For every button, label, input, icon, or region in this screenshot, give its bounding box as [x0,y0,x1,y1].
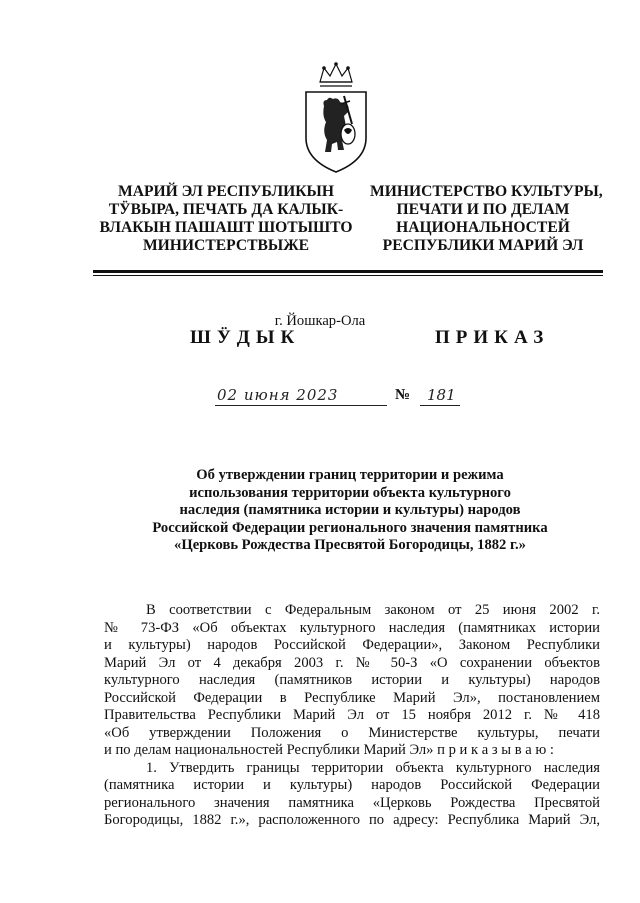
title-line: использования территории объекта культурного [189,484,511,501]
header-divider-thick [93,270,603,273]
title-line: «Церковь Рождества Пресвятой Богородицы, 1882 г.» [174,537,526,554]
number-sign: № [395,387,411,403]
header-left-line: ТӰВЫРА, ПЕЧАТЬ ДА КАЛЫК- [108,201,344,218]
body-line: 1. Утвердить границы территории объекта культурного наследия [146,759,600,776]
number-underline [420,405,460,406]
body-line: и по делам национальностей Республики Марий Эл» п р и к а з ы в а ю : [104,742,554,758]
order-date-number-line [215,386,475,410]
order-date-handwritten: 02 июня 2023 [217,386,339,404]
body-line: Марий Эл от 4 декабря 2003 г. № 50-З «О сохранении объектов [104,654,600,671]
header-divider-thin [93,275,603,276]
document-body [104,602,600,830]
body-line: «Об утверждении Положения о Министерстве культуры, печати [104,724,600,741]
city-name: г. Йошкар-Ола [274,313,366,329]
header-ministry-mari [96,183,356,255]
coat-of-arms-emblem [300,60,372,175]
header-right-line: МИНИСТЕРСТВО КУЛЬТУРЫ, [370,183,603,200]
header-left-line: ВЛАКЫН ПАШАШТ ШОТЫШТО [99,219,353,236]
body-line: регионального значения памятника «Церковь Рождества Пресвятой [104,794,600,811]
header-right-line: РЕСПУБЛИКИ МАРИЙ ЭЛ [382,237,584,254]
body-line: Правительства Республики Марий Эл от 15 ноября 2012 г. № 418 [104,707,600,723]
date-underline [215,405,387,406]
body-line: Богородицы, 1882 г.», расположенного по адресу: Республика Марий Эл, [104,812,600,828]
order-word-mari: ШӰДЫК [190,327,301,348]
body-line: (памятника истории и культуры) народов Российской Федерации [104,777,600,793]
header-left-line: МАРИЙ ЭЛ РЕСПУБЛИКЫН [118,183,334,200]
body-line: Российской Федерации в Республике Марий Эл», постановлением [104,689,600,706]
document-title [100,467,600,555]
header-right-line: НАЦИОНАЛЬНОСТЕЙ [396,219,570,236]
body-line: и культуры) народов Российской Федерации», Законом Республики [104,637,600,653]
order-number-handwritten: 181 [427,386,456,404]
order-word-russian: ПРИКАЗ [435,327,550,348]
header-left-line: МИНИСТЕРСТВЫЖЕ [142,237,310,254]
header-right-line: ПЕЧАТИ И ПО ДЕЛАМ [396,201,570,218]
title-line: Об утверждении границ территории и режима [196,467,504,483]
body-line: культурного наследия (памятников истории и культуры) народов [104,672,600,688]
title-line: Российской Федерации регионального значения памятника [152,519,548,536]
title-line: наследия (памятника истории и культуры) народов [179,502,521,519]
body-line: № 73-ФЗ «Об объектах культурного наследия (памятниках истории [104,619,600,636]
body-line: В соответствии с Федеральным законом от 25 июня 2002 г. [146,602,600,618]
header-ministry-russian [370,183,603,255]
